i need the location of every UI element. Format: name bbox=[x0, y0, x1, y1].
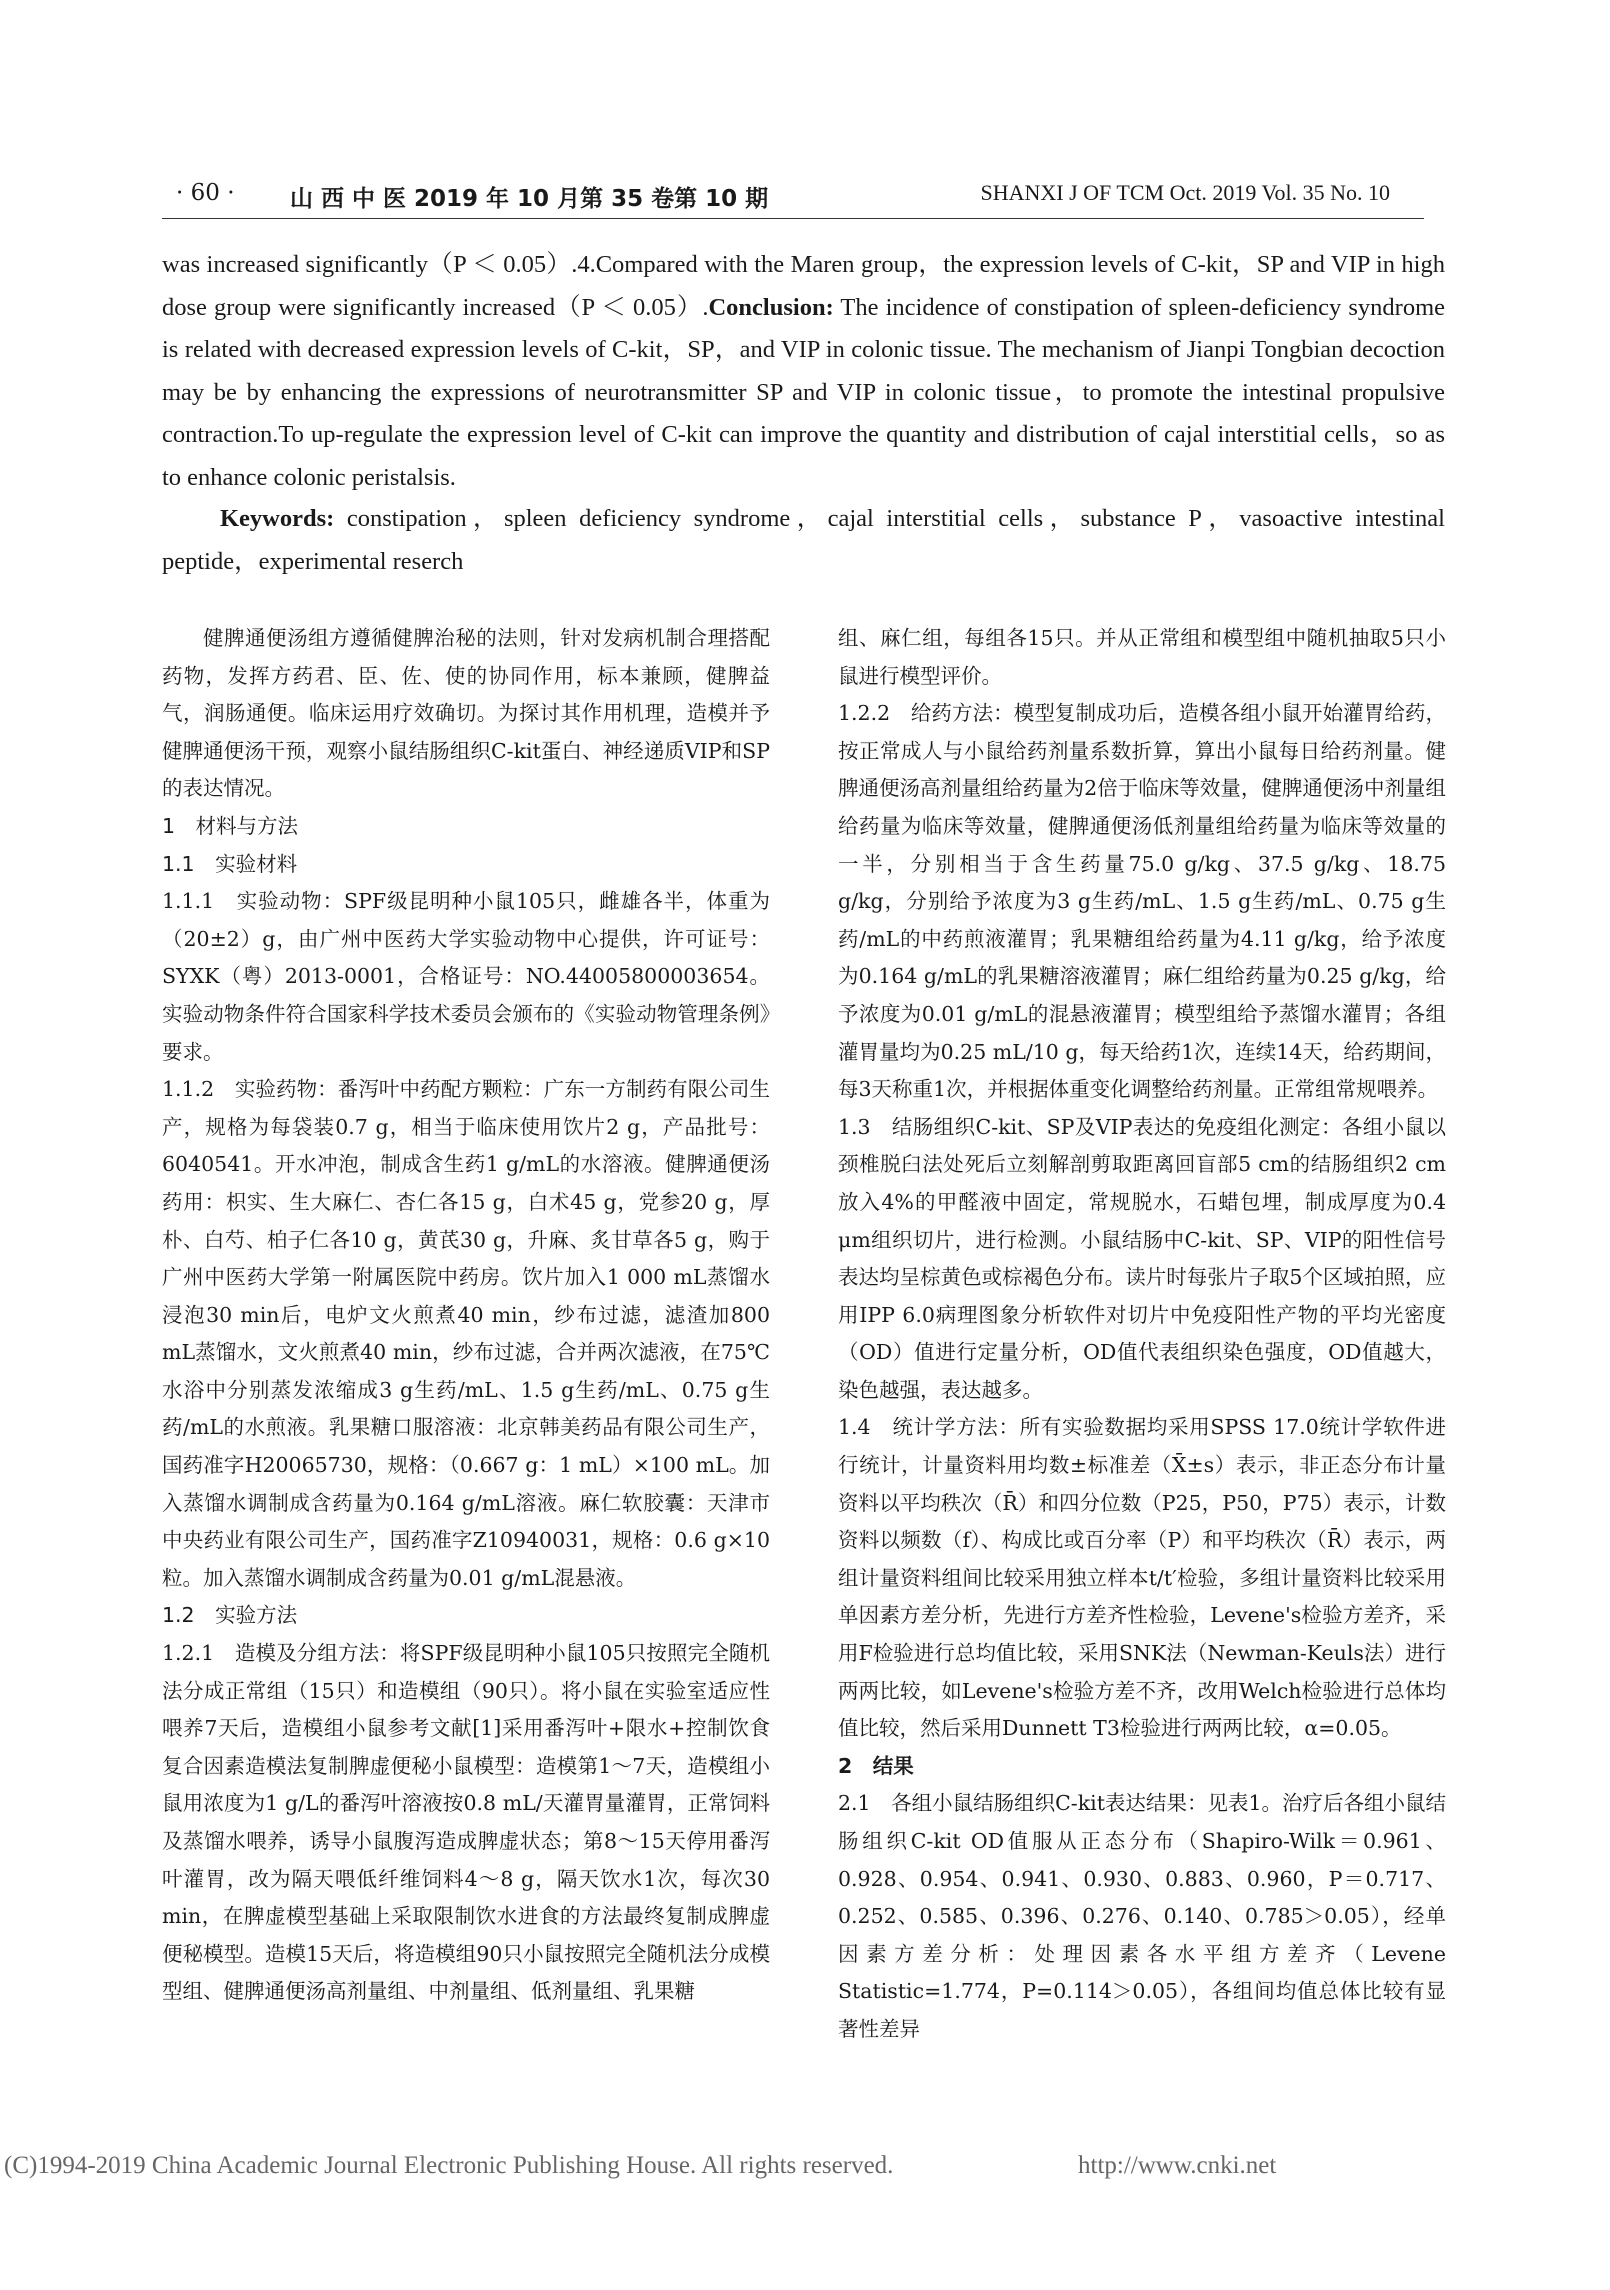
paragraph: 1.1.2 实验药物：番泻叶中药配方颗粒：广东一方制药有限公司生产，规格为每袋装0.7 g，相当于临床使用饮片2 g，产品批号：6040541。开水冲泡，制成含生药1 g/mL的水溶液。健脾通便汤药用：枳实、生大麻仁、杏仁各15 g，白术45 g，党参20 g，厚朴、白芍、柏子仁各10 g，黄芪30 g，升麻、炙甘草各5 g，购于广州中医药大学第一附属医院中药房。饮片加入1 000 mL蒸馏水浸泡30 min后，电炉文火煎煮40 min，纱布过滤，滤渣加800 mL蒸馏水，文火煎煮40 min，纱布过滤，合并两次滤液，在75℃水浴中分别蒸发浓缩成3 g生药/mL、1.5 g生药/mL、0.75 g生药/mL的水煎液。乳果糖口服溶液：北京韩美药品有限公司生产，国药准字H20065730，规格：（0.667 g：1 mL）×100 mL。加入蒸馏水调制成含药量为0.164 g/mL溶液。麻仁软胶囊：天津市中央药业有限公司生产，国药准字Z10940031，规格：0.6 g×10粒。加入蒸馏水调制成含药量为0.01 g/mL混悬液。 bbox=[162, 1077, 770, 1590]
section-heading: 1 材料与方法 bbox=[162, 813, 299, 838]
abstract-english bbox=[162, 244, 1445, 499]
copyright-notice: (C)1994-2019 China Academic Journal Electronic Publishing House. All rights reserved. bbox=[4, 2152, 894, 2179]
paragraph: 组、麻仁组，每组各15只。并从正常组和模型组中随机抽取5只小鼠进行模型评价。 bbox=[838, 626, 1446, 688]
journal-title-cn: 山 西 中 医 2019 年 10 月第 35 卷第 10 期 bbox=[290, 186, 769, 212]
paragraph: 1.2.2 给药方法：模型复制成功后，造模各组小鼠开始灌胃给药，按正常成人与小鼠给药剂量系数折算，算出小鼠每日给药剂量。健脾通便汤高剂量组给药量为2倍于临床等效量，健脾通便汤中剂量组给药量为临床等效量，健脾通便汤低剂量组给药量为临床等效量的一半，分别相当于含生药量75.0 g/kg、37.5 g/kg、18.75 g/kg，分别给予浓度为3 g生药/mL、1.5 g生药/mL、0.75 g生药/mL的中药煎液灌胃；乳果糖组给药量为4.11 g/kg，给予浓度为0.164 g/mL的乳果糖溶液灌胃；麻仁组给药量为0.25 g/kg，给予浓度为0.01 g/mL的混悬液灌胃；模型组给予蒸馏水灌胃；各组灌胃量均为0.25 mL/10 g，每天给药1次，连续14天，给药期间，每3天称重1次，并根据体重变化调整给药剂量。正常组常规喂养。 bbox=[838, 701, 1446, 1102]
header-rule bbox=[162, 218, 1424, 219]
abstract-text-2: The incidence of constipation of spleen-deficiency syndrome is related with decreased expression levels of C-kit，SP，and VIP in colonic tissue. The mechanism of Jianpi Tongbian decoction may be by enhancing the expressions of neurotransmitter SP and VIP in colonic tissue，to promote the intestinal propulsive contraction.To up-regulate the expression level of C-kit can improve the quantity and distribution of cajal interstitial cells，so as to enhance colonic peristalsis. bbox=[162, 293, 1446, 491]
page-number: · 60 · bbox=[176, 180, 235, 206]
subsection-heading: 1.1 实验材料 bbox=[162, 851, 298, 876]
section-heading: 2 结果 bbox=[838, 1753, 914, 1778]
paragraph: 1.1.1 实验动物：SPF级昆明种小鼠105只，雌雄各半，体重为（20±2）g，由广州中医药大学实验动物中心提供，许可证号：SYXK（粤）2013-0001，合格证号：NO.44005800003654。实验动物条件符合国家科学技术委员会颁布的《实验动物管理条例》要求。 bbox=[162, 889, 770, 1064]
keywords-text: constipation，spleen deficiency syndrome，cajal interstitial cells，substance P，vasoactive intestinal peptide，experimental reserch bbox=[162, 505, 1445, 575]
right-column bbox=[838, 620, 1446, 2049]
footer-url: http://www.cnki.net bbox=[1078, 2152, 1277, 2179]
keywords bbox=[162, 498, 1445, 583]
paragraph: 1.3 结肠组织C-kit、SP及VIP表达的免疫组化测定：各组小鼠以颈椎脱臼法处死后立刻解剖剪取距离回盲部5 cm的结肠组织2 cm放入4%的甲醛液中固定，常规脱水，石蜡包埋，制成厚度为0.4 μm组织切片，进行检测。小鼠结肠中C-kit、SP、VIP的阳性信号表达均呈棕黄色或棕褐色分布。读片时每张片子取5个区域拍照，应用IPP 6.0病理图象分析软件对切片中免疫阳性产物的平均光密度（OD）值进行定量分析，OD值代表组织染色强度，OD值越大，染色越强，表达越多。 bbox=[838, 1114, 1446, 1402]
conclusion-label: Conclusion: bbox=[708, 293, 834, 321]
journal-title-en: SHANXI J OF TCM Oct. 2019 Vol. 35 No. 10 bbox=[980, 180, 1390, 205]
intro-paragraph: 健脾通便汤组方遵循健脾治秘的法则，针对发病机制合理搭配药物，发挥方药君、臣、佐、使的协同作用，标本兼顾，健脾益气，润肠通便。临床运用疗效确切。为探讨其作用机理，造模并予健脾通便汤干预，观察小鼠结肠组织C-kit蛋白、神经递质VIP和SP的表达情况。 bbox=[162, 626, 770, 801]
paragraph: 2.1 各组小鼠结肠组织C-kit表达结果：见表1。治疗后各组小鼠结肠组织C-kit OD值服从正态分布（Shapiro-Wilk＝0.961、0.928、0.954、0.941、0.930、0.883、0.960，P＝0.717、0.252、0.585、0.396、0.276、0.140、0.785＞0.05），经单因素方差分析：处理因素各水平组方差齐（Levene Statistic=1.774，P=0.114＞0.05），各组间均值总体比较有显著性差异 bbox=[838, 1791, 1446, 2041]
paragraph: 1.4 统计学方法：所有实验数据均采用SPSS 17.0统计学软件进行统计，计量资料用均数±标准差（X̄±s）表示，非正态分布计量资料以平均秩次（R̄）和四分位数（P25，P50，P75）表示，计数资料以频数（f）、构成比或百分率（P）和平均秩次（R̄）表示，两组计量资料组间比较采用独立样本t/t′检验，多组计量资料比较采用单因素方差分析，先进行方差齐性检验，Levene's检验方差齐，采用F检验进行总均值比较，采用SNK法（Newman-Keuls法）进行两两比较，如Levene's检验方差不齐，改用Welch检验进行总体均值比较，然后采用Dunnett T3检验进行两两比较，α=0.05。 bbox=[838, 1415, 1446, 1741]
abstract-text-1: was increased significantly（P ＜ 0.05）.4.Compared with the Maren group，the expression levels of C-kit，SP and VIP in high dose group were significantly increased（P ＜ 0.05）. bbox=[162, 251, 1445, 321]
paragraph: 1.2.1 造模及分组方法：将SPF级昆明种小鼠105只按照完全随机法分成正常组（15只）和造模组（90只）。将小鼠在实验室适应性喂养7天后，造模组小鼠参考文献[1]采用番泻叶+限水+控制饮食复合因素造模法复制脾虚便秘小鼠模型：造模第1～7天，造模组小鼠用浓度为1 g/L的番泻叶溶液按0.8 mL/天灌胃量灌胃，正常饲料及蒸馏水喂养，诱导小鼠腹泻造成脾虚状态；第8～15天停用番泻叶灌胃，改为隔天喂低纤维饲料4～8 g，隔天饮水1次，每次30 min，在脾虚模型基础上采取限制饮水进食的方法最终复制成脾虚便秘模型。造模15天后，将造模组90只小鼠按照完全随机法分成模型组、健脾通便汤高剂量组、中剂量组、低剂量组、乳果糖 bbox=[162, 1641, 770, 2004]
left-column bbox=[162, 620, 770, 2011]
keywords-label: Keywords: bbox=[220, 505, 335, 532]
subsection-heading: 1.2 实验方法 bbox=[162, 1603, 298, 1628]
